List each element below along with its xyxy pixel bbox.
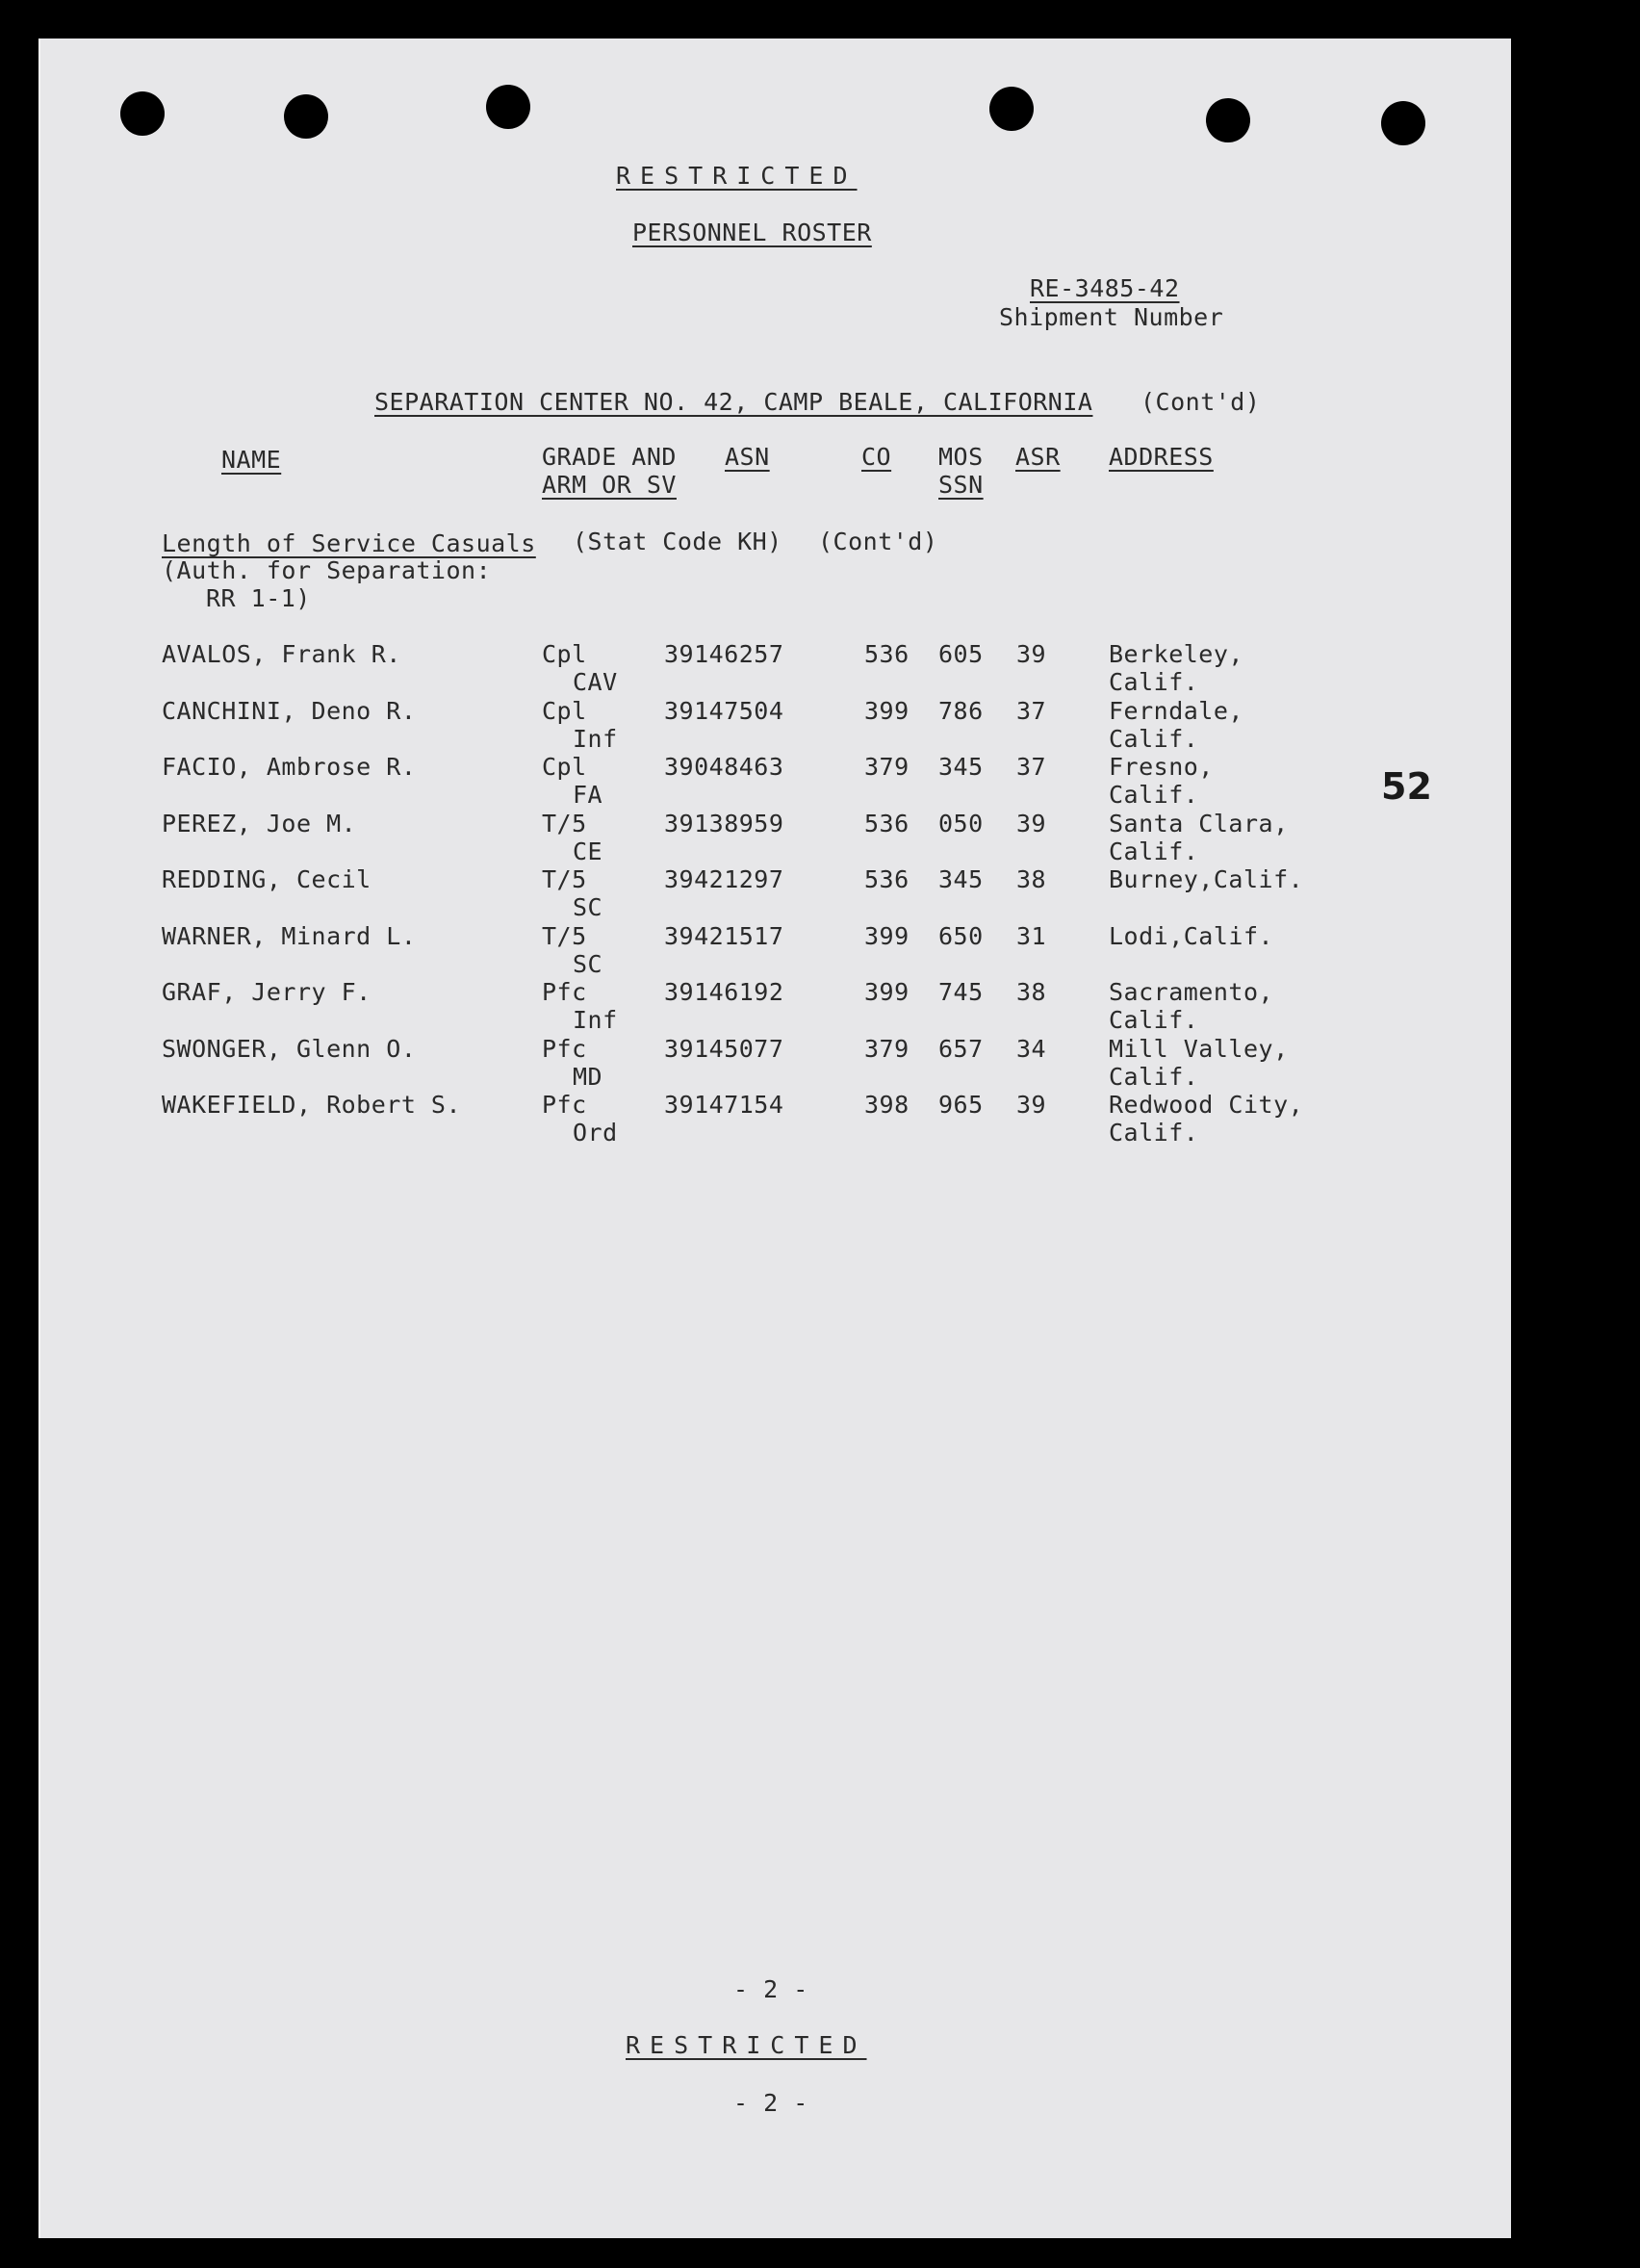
row-address-line1: Santa Clara, bbox=[1109, 809, 1289, 838]
footer-page-number: - 2 - bbox=[733, 1975, 808, 2003]
row-grade: Pfc bbox=[542, 1034, 587, 1063]
punch-hole-icon bbox=[120, 91, 165, 136]
row-grade: Cpl bbox=[542, 640, 587, 668]
row-asr: 39 bbox=[1016, 809, 1047, 838]
row-mos: 605 bbox=[938, 640, 984, 668]
column-header-asr: ASR bbox=[1015, 443, 1061, 471]
row-co: 379 bbox=[864, 753, 910, 781]
row-name: FACIO, Ambrose R. bbox=[162, 753, 417, 781]
row-grade: T/5 bbox=[542, 865, 587, 893]
row-asr: 38 bbox=[1016, 978, 1047, 1006]
row-arm: Inf bbox=[573, 724, 618, 753]
row-co: 399 bbox=[864, 696, 910, 725]
row-name: PEREZ, Joe M. bbox=[162, 809, 357, 838]
row-asr: 39 bbox=[1016, 1091, 1047, 1119]
page-stamp-number: 52 bbox=[1381, 765, 1432, 808]
row-arm: SC bbox=[573, 893, 603, 921]
row-name: REDDING, Cecil bbox=[162, 865, 372, 893]
row-arm: FA bbox=[573, 781, 603, 809]
row-grade: Pfc bbox=[542, 1091, 587, 1119]
document-page bbox=[38, 39, 1511, 2238]
section-authority bbox=[162, 556, 491, 612]
row-address-line1: Fresno, bbox=[1109, 753, 1214, 781]
row-address-line2: Calif. bbox=[1109, 1119, 1199, 1147]
column-header-mos-line2: SSN bbox=[938, 471, 984, 499]
row-asn: 39421517 bbox=[664, 921, 784, 950]
row-address-line1: Mill Valley, bbox=[1109, 1034, 1289, 1063]
column-header-address: ADDRESS bbox=[1109, 443, 1214, 471]
row-grade: Cpl bbox=[542, 696, 587, 725]
section-title: Length of Service Casuals bbox=[162, 529, 536, 557]
row-grade: T/5 bbox=[542, 809, 587, 838]
row-arm: CE bbox=[573, 837, 603, 865]
row-address-line2: Calif. bbox=[1109, 1062, 1199, 1091]
column-header-name: NAME bbox=[221, 446, 282, 474]
punch-hole-icon bbox=[284, 94, 328, 139]
row-asr: 37 bbox=[1016, 753, 1047, 781]
row-mos: 657 bbox=[938, 1034, 984, 1063]
row-address-line1: Ferndale, bbox=[1109, 696, 1243, 725]
punch-hole-icon bbox=[1381, 101, 1425, 145]
row-arm: Inf bbox=[573, 1006, 618, 1034]
column-header-grade-line2: ARM OR SV bbox=[542, 471, 677, 499]
separation-center-cont: (Cont'd) bbox=[1140, 388, 1261, 416]
row-address-line1: Sacramento, bbox=[1109, 978, 1274, 1006]
section-cont: (Cont'd) bbox=[818, 528, 938, 555]
row-name: AVALOS, Frank R. bbox=[162, 640, 401, 668]
punch-hole-icon bbox=[486, 85, 530, 129]
row-name: SWONGER, Glenn O. bbox=[162, 1034, 417, 1063]
row-asn: 39146192 bbox=[664, 978, 784, 1006]
row-co: 399 bbox=[864, 921, 910, 950]
column-header-asn: ASN bbox=[725, 443, 770, 471]
row-mos: 745 bbox=[938, 978, 984, 1006]
row-address-line1: Burney,Calif. bbox=[1109, 865, 1304, 893]
row-mos: 050 bbox=[938, 809, 984, 838]
row-arm: SC bbox=[573, 949, 603, 978]
row-address-line2: Calif. bbox=[1109, 781, 1199, 809]
row-asr: 37 bbox=[1016, 696, 1047, 725]
row-asn: 39421297 bbox=[664, 865, 784, 893]
row-mos: 650 bbox=[938, 921, 984, 950]
row-co: 536 bbox=[864, 865, 910, 893]
row-mos: 965 bbox=[938, 1091, 984, 1119]
row-name: WAKEFIELD, Robert S. bbox=[162, 1091, 462, 1119]
column-header-grade-line1: GRADE AND bbox=[542, 443, 677, 471]
row-address-line1: Redwood City, bbox=[1109, 1091, 1304, 1119]
row-name: WARNER, Minard L. bbox=[162, 921, 417, 950]
row-co: 536 bbox=[864, 640, 910, 668]
footer-page-number-bottom: - 2 - bbox=[733, 2089, 808, 2117]
section-authority-line1: (Auth. for Separation: bbox=[162, 556, 492, 584]
row-asn: 39048463 bbox=[664, 753, 784, 781]
row-grade: T/5 bbox=[542, 921, 587, 950]
row-mos: 345 bbox=[938, 753, 984, 781]
row-arm: Ord bbox=[573, 1119, 618, 1147]
classification-footer: RESTRICTED bbox=[626, 2031, 867, 2059]
row-mos: 786 bbox=[938, 696, 984, 725]
row-arm: CAV bbox=[573, 668, 618, 696]
column-header-grade bbox=[542, 443, 677, 499]
row-asn: 39147154 bbox=[664, 1091, 784, 1119]
classification-header: RESTRICTED bbox=[616, 162, 858, 190]
row-arm: MD bbox=[573, 1062, 603, 1091]
row-address-line2: Calif. bbox=[1109, 837, 1199, 865]
row-asn: 39138959 bbox=[664, 809, 784, 838]
row-asr: 31 bbox=[1016, 921, 1047, 950]
section-authority-line2: RR 1-1) bbox=[206, 584, 311, 612]
column-header-co: CO bbox=[861, 443, 892, 471]
punch-hole-icon bbox=[989, 87, 1034, 131]
section-stat-code: (Stat Code KH) bbox=[573, 528, 782, 555]
row-co: 536 bbox=[864, 809, 910, 838]
row-asn: 39146257 bbox=[664, 640, 784, 668]
row-name: GRAF, Jerry F. bbox=[162, 978, 372, 1006]
shipment-number: RE-3485-42 bbox=[1030, 274, 1180, 302]
punch-hole-icon bbox=[1206, 98, 1250, 142]
row-address-line2: Calif. bbox=[1109, 668, 1199, 696]
row-asr: 38 bbox=[1016, 865, 1047, 893]
row-grade: Cpl bbox=[542, 753, 587, 781]
row-address-line2: Calif. bbox=[1109, 724, 1199, 753]
document-title: PERSONNEL ROSTER bbox=[632, 219, 872, 246]
row-grade: Pfc bbox=[542, 978, 587, 1006]
row-co: 398 bbox=[864, 1091, 910, 1119]
column-header-mos-line1: MOS bbox=[938, 443, 984, 471]
row-asn: 39147504 bbox=[664, 696, 784, 725]
row-co: 399 bbox=[864, 978, 910, 1006]
row-name: CANCHINI, Deno R. bbox=[162, 696, 417, 725]
row-asr: 34 bbox=[1016, 1034, 1047, 1063]
column-header-mos bbox=[938, 443, 984, 499]
row-address-line1: Berkeley, bbox=[1109, 640, 1243, 668]
row-address-line1: Lodi,Calif. bbox=[1109, 921, 1274, 950]
row-asr: 39 bbox=[1016, 640, 1047, 668]
row-address-line2: Calif. bbox=[1109, 1006, 1199, 1034]
shipment-number-label: Shipment Number bbox=[999, 303, 1224, 331]
row-co: 379 bbox=[864, 1034, 910, 1063]
row-mos: 345 bbox=[938, 865, 984, 893]
row-asn: 39145077 bbox=[664, 1034, 784, 1063]
separation-center-title: SEPARATION CENTER NO. 42, CAMP BEALE, CALIFORNIA bbox=[374, 388, 1093, 416]
